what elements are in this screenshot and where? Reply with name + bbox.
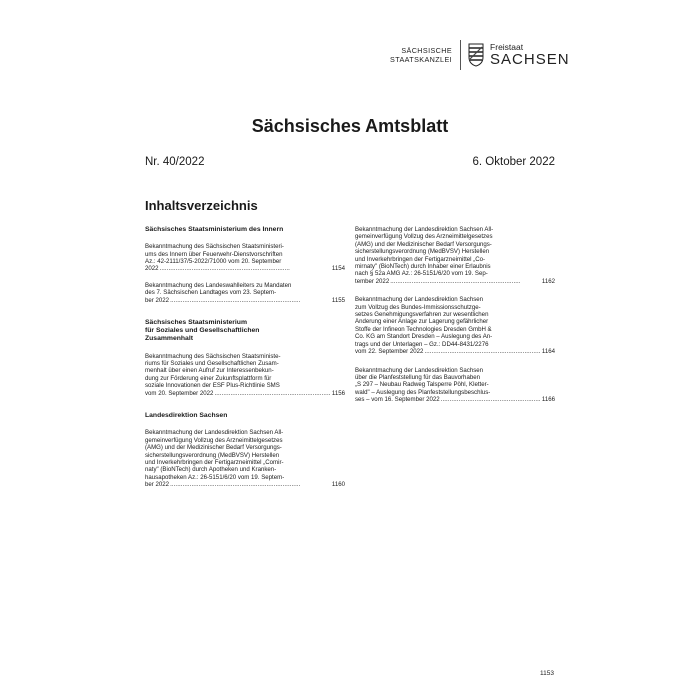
toc-entry-line: Co. KG am Standort Dresden – Auslegung des An- <box>355 333 493 341</box>
toc-entry[interactable] <box>145 243 345 273</box>
dot-leader <box>214 390 330 397</box>
dot-leader <box>170 297 331 304</box>
toc-entry-line: sicherstellungsverordnung (MedBVSV) Herstellen <box>355 248 490 256</box>
toc-entry-line: wald" – Auslegung des Planfeststellungsbeschlus- <box>355 388 491 396</box>
section-heading <box>145 319 345 344</box>
dot-leader <box>390 278 541 285</box>
toc-entry-line: des 7. Sächsischen Landtages vom 23. Septem- <box>145 289 277 297</box>
issue-number: Nr. 40/2022 <box>145 156 205 168</box>
toc-entry-line: „S 297 – Neubau Radweg Talsperre Pöhl, Kletter- <box>355 381 489 389</box>
toc-entry-line: Änderung einer Anlage zur Lagerung gefährlicher <box>355 318 489 326</box>
toc-entry-line: und Inverkehrbringen der Fertigarzneimittel „Co- <box>355 255 486 263</box>
toc-page-ref: 1166 <box>541 396 555 404</box>
toc-entry[interactable] <box>145 282 345 304</box>
toc-entry-line: Bekanntmachung des Sächsischen Staatsministe- <box>145 352 281 360</box>
toc-entry-line: und Inverkehrbringen der Fertigarzneimittel „Comir- <box>145 458 284 466</box>
logo-left-line1: SÄCHSISCHE <box>401 46 453 55</box>
toc-entry-lastline <box>145 265 345 272</box>
toc-page-ref: 1154 <box>331 265 345 273</box>
toc-entry-line: ber 2022 <box>145 481 170 489</box>
toc-entry-line: dung zur Förderung einer Zukunftsplattform für <box>145 374 272 382</box>
toc-entry-line: Bekanntmachung des Sächsischen Staatsministeri- <box>145 243 284 251</box>
toc-entry-lastline <box>145 481 345 488</box>
toc-entry-line: Bekanntmachung des Landeswahlleiters zu Mandaten <box>145 281 292 289</box>
section-heading <box>145 412 345 420</box>
toc-entry-line: vom 20. September 2022 <box>145 389 214 397</box>
page-number: 1153 <box>540 670 554 677</box>
dot-leader <box>424 348 540 355</box>
toc-heading: Inhaltsverzeichnis <box>145 198 258 213</box>
toc-entry-line: (AMG) und der Medizinischer Bedarf Versorgungs- <box>145 444 282 452</box>
section-heading-line: Zusammenhalt <box>145 335 193 343</box>
toc-entry-lastline <box>145 390 345 397</box>
toc-entry-line: ses – vom 16. September 2022 <box>355 396 440 404</box>
dot-leader <box>441 396 541 403</box>
logo-right-big: SACHSEN <box>490 51 570 68</box>
toc-left-column <box>145 226 345 498</box>
section-heading-line: für Soziales und Gesellschaftlichen <box>145 327 260 335</box>
toc-entry-line: sicherstellungsverordnung (MedBVSV) Herstellen <box>145 451 280 459</box>
toc-entry-line: Bekanntmachung der Landesdirektion Sachsen <box>355 296 484 304</box>
toc-entry[interactable] <box>355 226 555 285</box>
toc-entry-line: naty" (BioNTech) durch Apotheken und Kranken- <box>145 466 277 474</box>
toc-entry-line: ums des Innern über Feuerwehr-Dienstvorschriften <box>145 250 283 258</box>
toc-page-ref: 1155 <box>331 296 345 304</box>
logo-divider <box>460 40 461 70</box>
toc-entry-lastline <box>145 297 345 304</box>
section-heading-line: Landesdirektion Sachsen <box>145 412 228 420</box>
section-heading-line: Sächsisches Staatsministerium des Innern <box>145 226 284 233</box>
staatskanzlei-wordmark <box>390 46 452 64</box>
toc-entry-line: soziale Innovationen der ESF Plus-Richtlinie SMS <box>145 382 280 390</box>
toc-entry-line: Stoffe der Infineon Technologies Dresden GmbH & <box>355 325 492 333</box>
toc-entry-line: Bekanntmachung der Landesdirektion Sachsen All- <box>145 429 284 437</box>
toc-entry-line: vom 22. September 2022 <box>355 348 424 356</box>
toc-entry-line: menhalt über einen Aufruf zur Interessenbekun- <box>145 367 274 375</box>
dot-leader <box>170 481 331 488</box>
toc-right-column <box>355 226 555 415</box>
toc-entry-line: setzes Genehmigungsverfahren zur wesentlichen <box>355 311 489 319</box>
toc-entry-line: nach § 52a AMG Az.: 26-5151/6/20 vom 19. Sep- <box>355 270 488 278</box>
page-title: Sächsisches Amtsblatt <box>251 116 449 136</box>
header-logo <box>390 38 570 72</box>
toc-entry-line: mirnaty" (BioNTech) durch Inhaber einer Erlaubnis <box>355 263 491 271</box>
toc-entry-line: (AMG) und der Medizinischer Bedarf Versorgungs- <box>355 240 492 248</box>
toc-page-ref: 1160 <box>331 481 345 489</box>
toc-entry-line: Bekanntmachung der Landesdirektion Sachsen All- <box>355 226 494 233</box>
toc-page-ref: 1162 <box>541 277 555 285</box>
toc-entry-line: riums für Soziales und Gesellschaftlichen Zusam- <box>145 360 279 368</box>
toc-entry-line: über die Planfeststellung für das Bauvorhaben <box>355 373 481 381</box>
issue-date: 6. Oktober 2022 <box>472 156 555 168</box>
logo-right-small: Freistaat <box>490 42 524 52</box>
saxony-crest-icon <box>468 43 484 67</box>
toc-entry-line: trags und der Unterlagen – Gz.: DD44-8431/2276 <box>355 340 489 348</box>
dot-leader <box>160 265 331 272</box>
toc-entry-line: ber 2022 <box>145 296 170 304</box>
section-heading <box>145 226 345 234</box>
toc-entry-line: hausapotheken Az.: 26-5151/6/20 vom 19. Septem- <box>145 473 285 481</box>
section-heading-line: Sächsisches Staatsministerium <box>145 319 247 327</box>
toc-entry-line: tember 2022 <box>355 277 390 285</box>
toc-entry[interactable] <box>355 367 555 404</box>
toc-entry-lastline <box>355 396 555 403</box>
toc-entry-line: Az.: 42-2111/37/5-2022/71000 vom 20. September <box>145 258 282 266</box>
toc-entry-line: 2022 <box>145 265 159 273</box>
toc-page-ref: 1156 <box>331 389 345 397</box>
toc-entry-line: zum Vollzug des Bundes-Immissionsschutzge- <box>355 303 481 311</box>
toc-entry[interactable] <box>145 353 345 397</box>
toc-entry-lastline <box>355 278 555 285</box>
toc-page-ref: 1164 <box>541 348 555 356</box>
toc-entry[interactable] <box>145 429 345 488</box>
toc-entry-line: gemeinverfügung Vollzug des Arzneimittelgesetzes <box>145 436 283 444</box>
toc-entry-line: Bekanntmachung der Landesdirektion Sachsen <box>355 366 484 374</box>
freistaat-sachsen-wordmark <box>490 43 570 67</box>
toc-entry-line: gemeinverfügung Vollzug des Arzneimittelgesetzes <box>355 233 493 241</box>
toc-entry-lastline <box>355 348 555 355</box>
toc-entry[interactable] <box>355 296 555 355</box>
logo-left-line2: STAATSKANZLEI <box>390 55 453 64</box>
